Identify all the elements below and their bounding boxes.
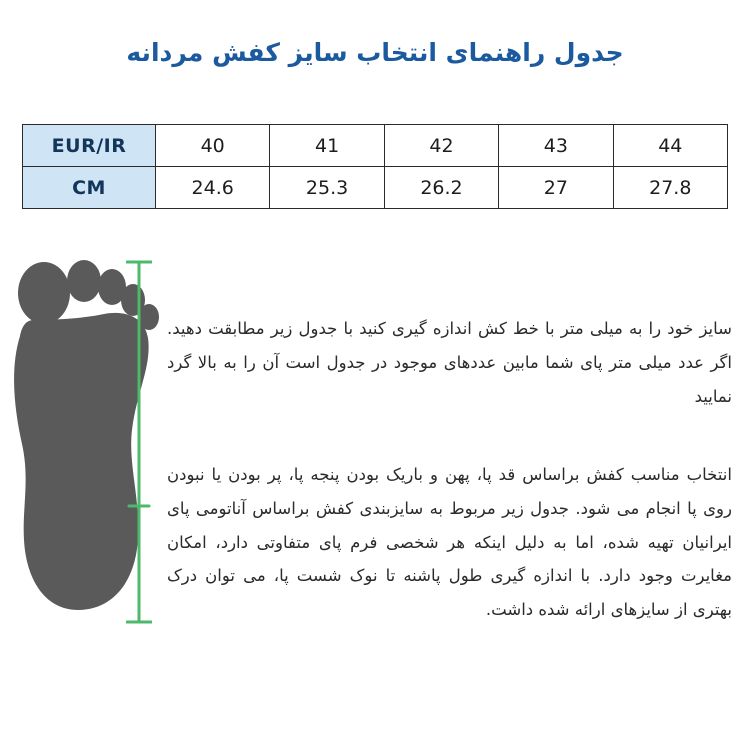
cell-cm-1: 25.3 (270, 167, 384, 209)
bracket-icon (126, 258, 152, 626)
table-row (23, 125, 728, 167)
measurement-bracket (126, 258, 152, 626)
instruction-paragraph-2: انتخاب مناسب کفش براساس قد پا، پهن و باریک بودن پنجه پا، پر بودن یا نبودن روی پا انجام می شود. جدول زیر مربوط به سایزبندی کفش براساس آناتومی پای ایرانیان تهیه شده، اما به دلیل اینکه هر شخصی فرم پای متفاوتی دارد، امکان مغایرت وجود دارد. با اندازه گیری طول پاشنه تا نوک شست پا، می توان درک بهتری از سایزهای ارائه شده داشت. (167, 465, 732, 620)
cell-cm-0: 24.6 (156, 167, 270, 209)
page-title: جدول راهنمای انتخاب سایز کفش مردانه (126, 38, 624, 67)
cell-cm-3: 27 (499, 167, 613, 209)
size-table (22, 124, 728, 209)
row-label-eur: EUR/IR (23, 125, 156, 167)
cell-cm-2: 26.2 (384, 167, 498, 209)
cell-eur-4: 44 (613, 125, 727, 167)
instruction-paragraph-1: سایز خود را به میلی متر با خط کش اندازه گیری کنید با جدول زیر مطابقت دهید. اگر عدد میلی متر پای شما مابین عددهای موجود در جدول است آن را به بالا گرد نمایید (167, 319, 732, 406)
size-table-container (22, 124, 728, 209)
cell-eur-3: 43 (499, 125, 613, 167)
table-row (23, 167, 728, 209)
cell-cm-4: 27.8 (613, 167, 727, 209)
cell-eur-0: 40 (156, 125, 270, 167)
row-label-cm: CM (23, 167, 156, 209)
cell-eur-1: 41 (270, 125, 384, 167)
cell-eur-2: 42 (384, 125, 498, 167)
